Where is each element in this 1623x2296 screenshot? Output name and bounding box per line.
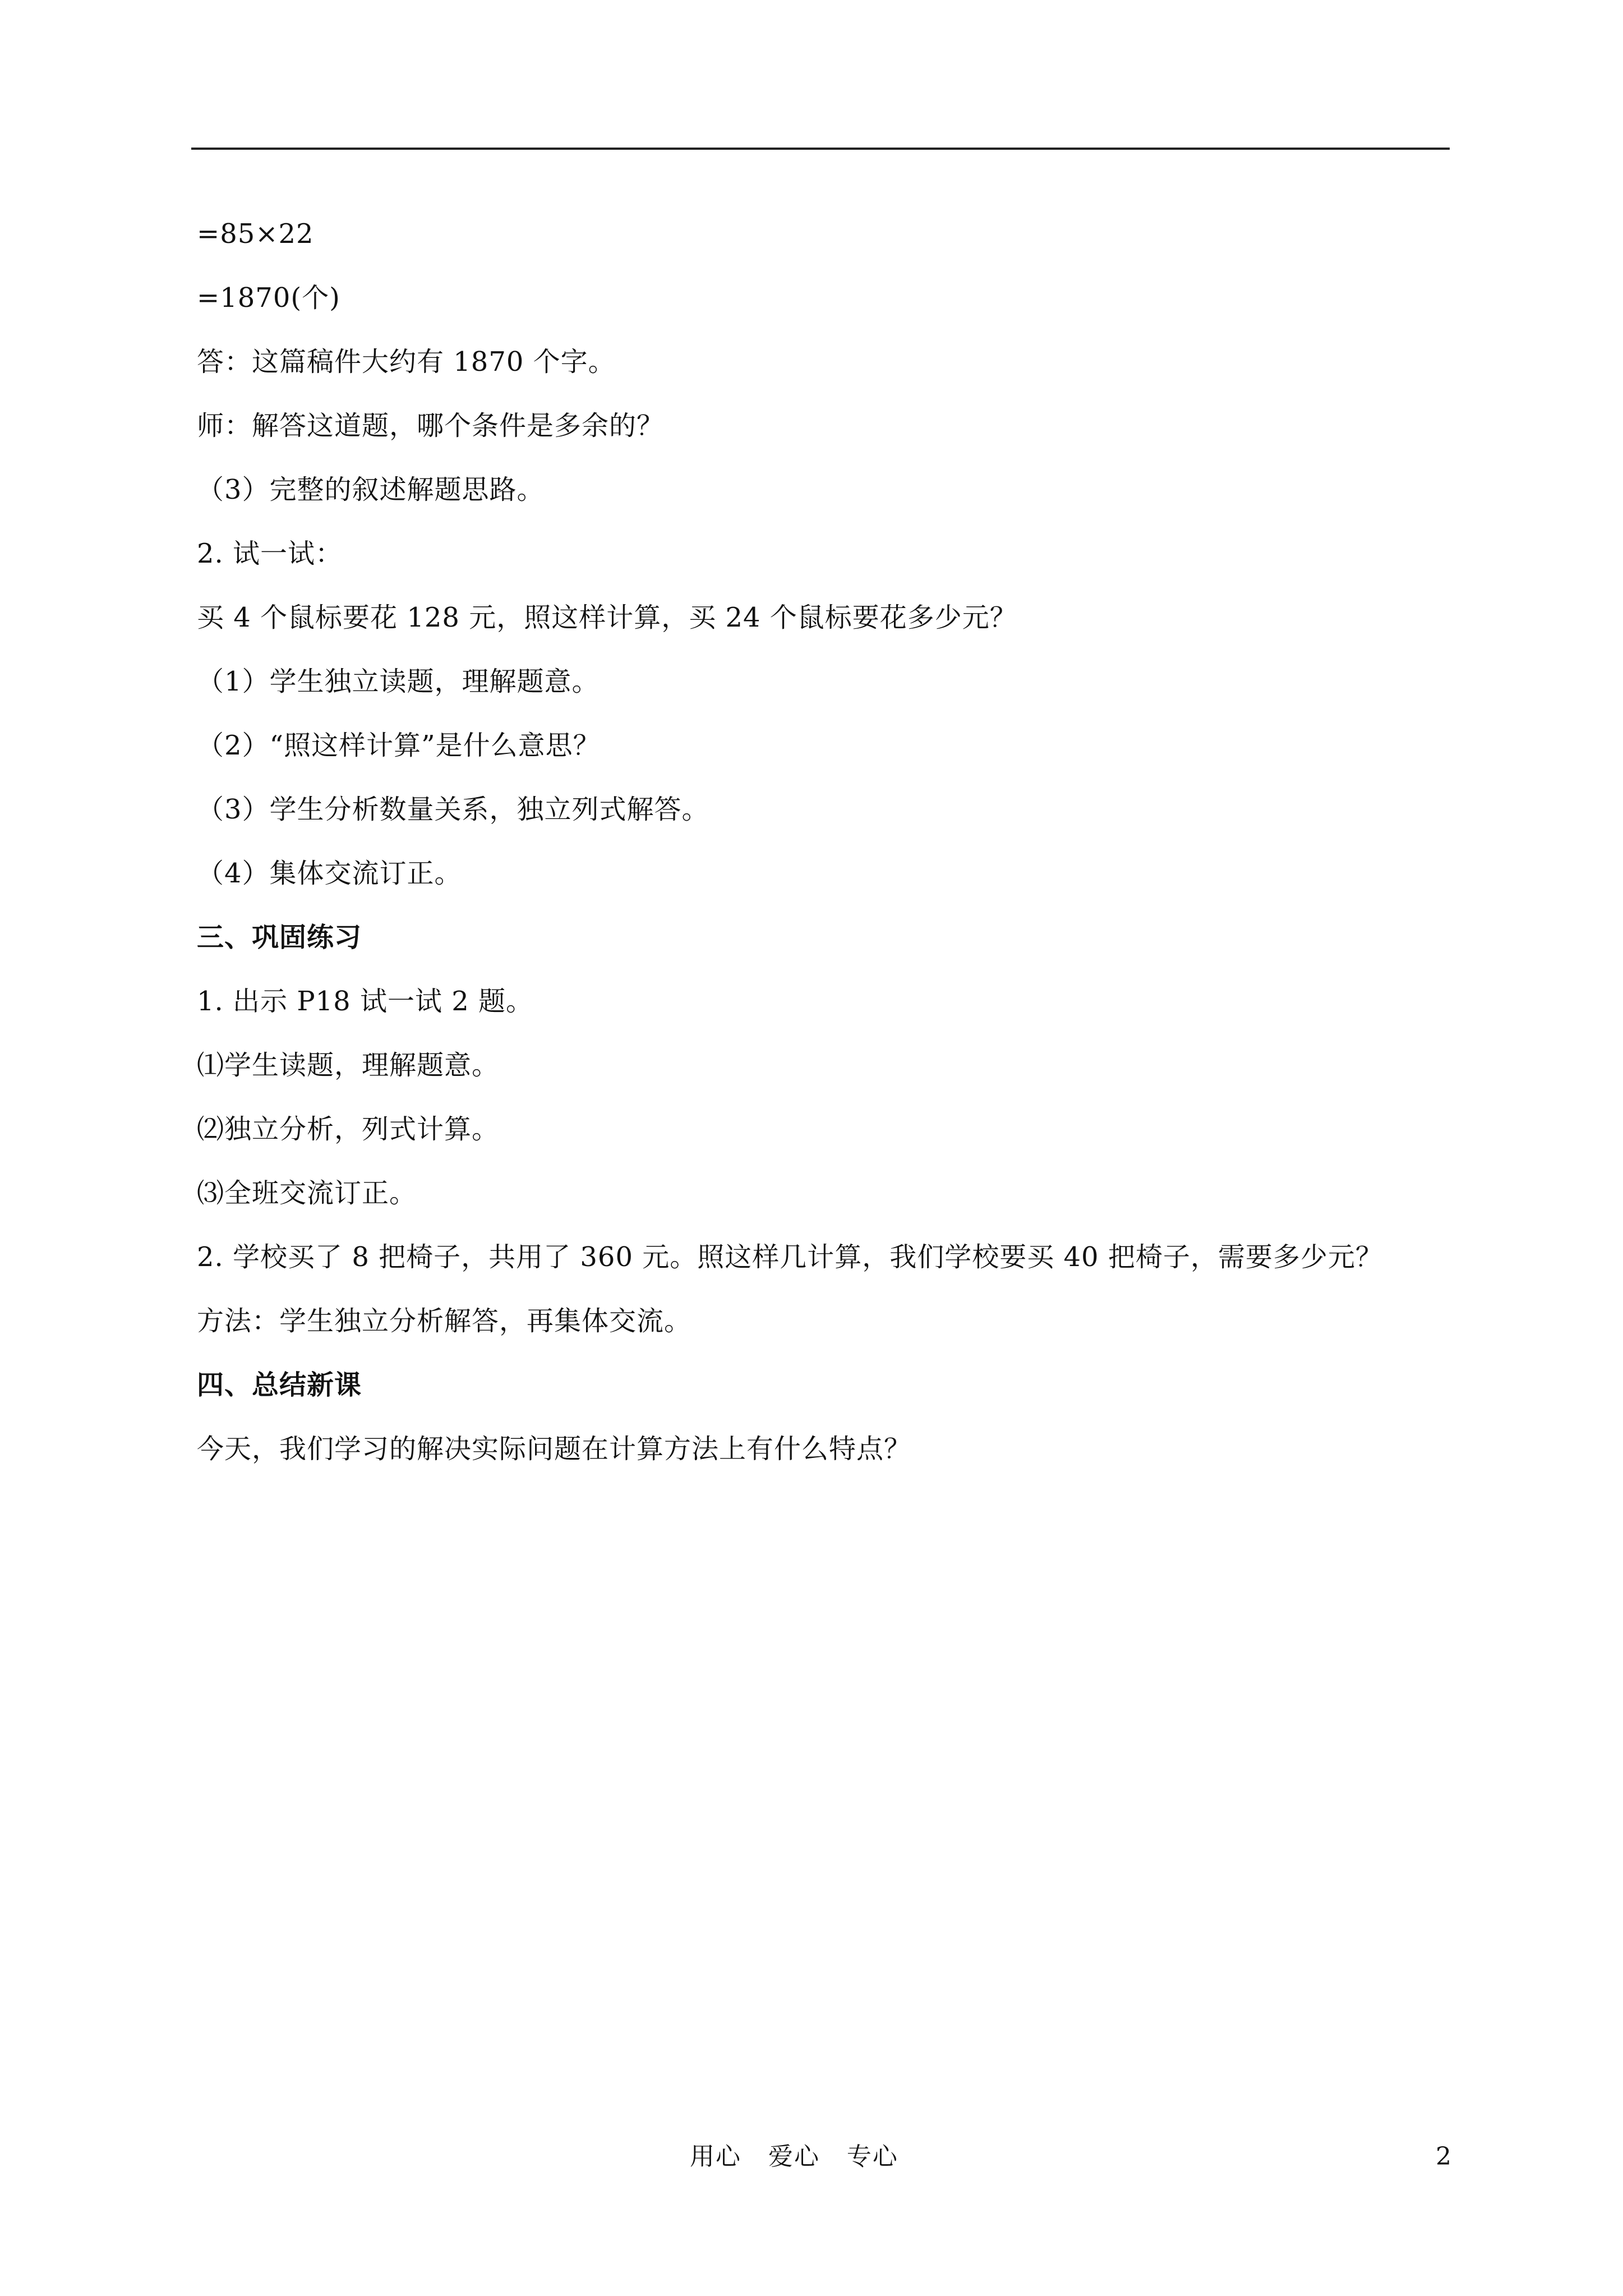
result-line: =1870(个) — [197, 282, 340, 314]
step-item: ⑶全班交流订正。 — [197, 1177, 417, 1209]
header-rule — [191, 148, 1450, 150]
page-footer — [0, 2137, 1623, 2177]
step-item: （4）集体交流订正。 — [197, 858, 462, 889]
method-line: 方法：学生独立分析解答，再集体交流。 — [197, 1305, 692, 1337]
step-item: （3）学生分析数量关系，独立列式解答。 — [197, 794, 709, 825]
document-body — [197, 202, 1447, 1481]
step-item: （1）学生独立读题，理解题意。 — [197, 666, 600, 697]
step-item: （2）“照这样计算”是什么意思？ — [197, 730, 601, 761]
summary-question: 今天，我们学习的解决实际问题在计算方法上有什么特点？ — [197, 1433, 912, 1465]
exercise-item: 2. 学校买了 8 把椅子，共用了 360 元。照这样几计算，我们学校要买 40 把椅子，需要多少元？ — [197, 1241, 1383, 1273]
formula-line: =85×22 — [197, 218, 314, 250]
footer-slogan: 用心 爱心 专心 — [690, 2142, 898, 2171]
answer-line: 答：这篇稿件大约有 1870 个字。 — [197, 346, 616, 378]
section-heading: 四、总结新课 — [197, 1369, 362, 1401]
step-item: ⑵独立分析，列式计算。 — [197, 1114, 500, 1145]
section-heading: 三、巩固练习 — [197, 922, 362, 953]
page-number: 2 — [1436, 2142, 1451, 2171]
try-it-heading: 2. 试一试： — [197, 538, 343, 569]
problem-text: 买 4 个鼠标要花 128 元，照这样计算，买 24 个鼠标要花多少元？ — [197, 602, 1017, 633]
step-item: ⑴学生读题，理解题意。 — [197, 1050, 500, 1081]
step-item: （3）完整的叙述解题思路。 — [197, 474, 545, 505]
teacher-question: 师：解答这道题，哪个条件是多余的？ — [197, 410, 665, 441]
exercise-item: 1. 出示 P18 试一试 2 题。 — [197, 986, 534, 1017]
